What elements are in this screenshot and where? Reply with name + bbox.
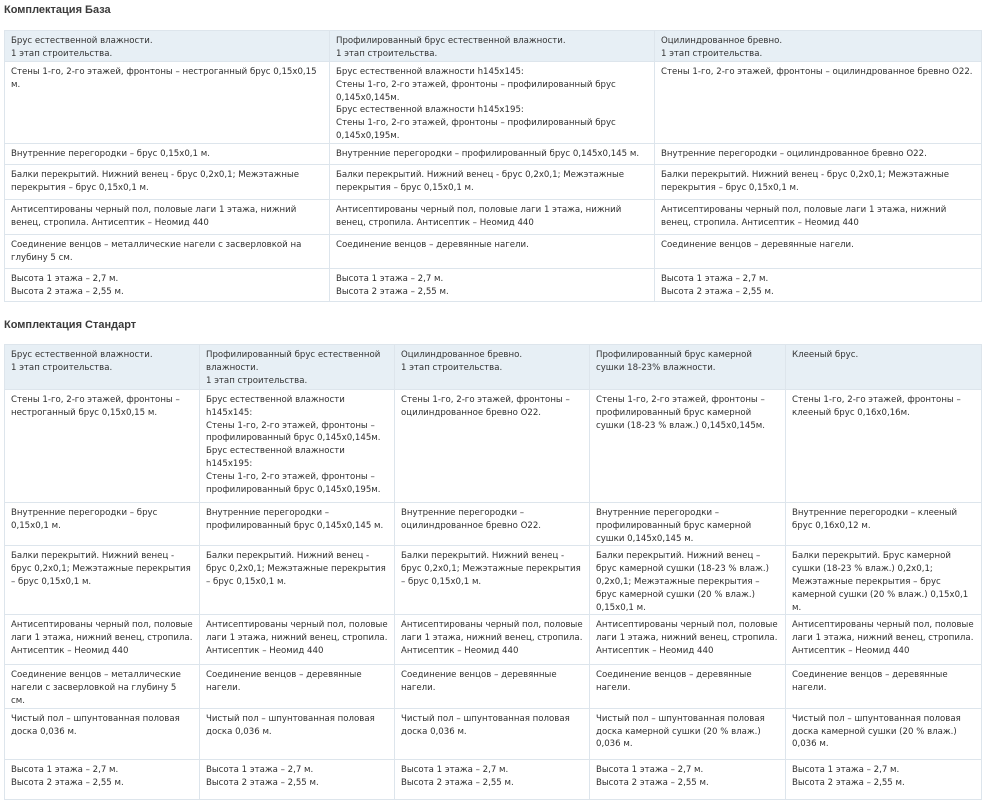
table-cell <box>5 143 330 164</box>
cell-line: Балки перекрытий. Нижний венец - брус 0,2х0,1; Межэтажные перекрытия – брус 0,15х0,1 м. <box>11 169 300 193</box>
column-header <box>200 345 395 390</box>
table-cell <box>786 503 982 546</box>
table-row <box>5 708 982 759</box>
cell-line: Брус естественной влажности h145х145: <box>206 395 345 418</box>
cell-line: Чистый пол – шпунтованная половая доска камерной сушки (20 % влаж.) 0,036 м. <box>596 713 765 750</box>
cell-line: Высота 1 этажа – 2,7 м. <box>401 764 509 775</box>
cell-line: Соединение венцов – деревянные нагели. <box>336 239 529 250</box>
table-row <box>5 164 982 199</box>
table-header <box>5 31 982 62</box>
cell-line: Стены 1-го, 2-го этажей, фронтоны – оцилиндрованное бревно О22. <box>401 395 570 418</box>
cell-line: Соединение венцов – деревянные нагели. <box>401 670 557 694</box>
table-cell <box>786 665 982 708</box>
cell-line: Брус естественной влажности h145х145: <box>336 67 524 77</box>
cell-line: Внутренние перегородки – профилированный брус 0,145х0,145 м. <box>336 148 640 159</box>
section-title-standart: Комплектация Стандарт <box>4 319 137 331</box>
cell-line: Чистый пол – шпунтованная половая доска 0,036 м. <box>401 713 570 737</box>
table-cell <box>655 234 982 268</box>
table-header <box>5 345 982 390</box>
cell-line: Внутренние перегородки – профилированный брус камерной сушки 0,145х0,145 м. <box>596 508 752 544</box>
table-cell <box>786 759 982 799</box>
table-cell <box>5 759 200 799</box>
table-body <box>5 62 982 302</box>
table-row <box>5 503 982 546</box>
cell-line: Соединение венцов – деревянные нагели. <box>206 670 362 694</box>
cell-line: Брус естественной влажности. <box>11 350 153 360</box>
cell-line: Высота 2 этажа – 2,55 м. <box>401 777 514 788</box>
table-cell <box>786 708 982 759</box>
table-cell <box>200 503 395 546</box>
column-header <box>590 345 786 390</box>
cell-line: Чистый пол – шпунтованная половая доска камерной сушки (20 % влаж.) 0,036 м. <box>792 713 961 750</box>
cell-line: Высота 1 этажа – 2,7 м. <box>11 764 119 775</box>
table-cell <box>395 546 590 615</box>
cell-line: Стены 1-го, 2-го этажей, фронтоны – нестроганный брус 0,15х0,15 м. <box>11 395 180 418</box>
column-header <box>655 31 982 62</box>
cell-line: Антисептированы черный пол, половые лаги 1 этажа, нижний венец, стропила. Антисептик – Неомид 440 <box>661 204 947 228</box>
table-row <box>5 199 982 234</box>
table-cell <box>5 268 330 301</box>
cell-line: Внутренние перегородки – оцилиндрованное бревно О22. <box>401 508 542 531</box>
table-baza <box>4 30 982 302</box>
cell-line: Высота 1 этажа – 2,7 м. <box>792 764 900 775</box>
table-cell <box>590 390 786 503</box>
table-cell <box>395 665 590 708</box>
table-cell <box>5 615 200 665</box>
cell-line: Чистый пол – шпунтованная половая доска 0,036 м. <box>11 713 180 737</box>
cell-line: Высота 1 этажа – 2,7 м. <box>596 764 704 775</box>
table-cell <box>5 199 330 234</box>
table-cell <box>590 759 786 799</box>
cell-line: Балки перекрытий. Нижний венец - брус 0,2х0,1; Межэтажные перекрытия – брус 0,15х0,1 м. <box>336 169 625 193</box>
table-cell <box>786 546 982 615</box>
cell-line: Высота 2 этажа – 2,55 м. <box>206 777 319 788</box>
cell-line: 1 этап строительства. <box>206 375 308 386</box>
cell-line: Соединение венцов – деревянные нагели. <box>661 239 854 250</box>
cell-line: Антисептированы черный пол, половые лаги 1 этажа, нижний венец, стропила. Антисептик – Неомид 440 <box>11 204 297 228</box>
cell-line: Балки перекрытий. Нижний венец - брус 0,2х0,1; Межэтажные перекрытия – брус 0,15х0,1 м. <box>401 551 581 587</box>
table-cell <box>5 234 330 268</box>
cell-line: Профилированный брус естественной влажности. <box>336 36 566 46</box>
cell-line: 1 этап строительства. <box>11 48 113 59</box>
table-cell <box>330 199 655 234</box>
table-cell <box>655 268 982 301</box>
cell-line: Антисептированы черный пол, половые лаги 1 этажа, нижний венец, стропила. Антисептик – Неомид 440 <box>792 620 974 656</box>
table-cell <box>330 62 655 144</box>
cell-line: Оцилиндрованное бревно. <box>661 36 783 46</box>
cell-line: Высота 1 этажа – 2,7 м. <box>661 273 769 284</box>
table-cell <box>395 615 590 665</box>
cell-line: Чистый пол – шпунтованная половая доска 0,036 м. <box>206 713 375 737</box>
column-header <box>5 31 330 62</box>
table-cell <box>330 164 655 199</box>
table-row <box>5 62 982 144</box>
table-cell <box>786 390 982 503</box>
table-cell <box>5 503 200 546</box>
cell-line: Внутренние перегородки – профилированный брус 0,145х0,145 м. <box>206 508 384 531</box>
table-row <box>5 268 982 301</box>
cell-line: Балки перекрытий. Нижний венец – брус камерной сушки (18-23 % влаж.) 0,2х0,1; Межэтажные перекрытия – брус камерной сушки (20 % влаж.) 0,15х0,1 м. <box>596 551 769 613</box>
table-row <box>5 234 982 268</box>
cell-line: Оцилиндрованное бревно. <box>401 350 523 360</box>
cell-line: Соединение венцов – металлические нагели с засверловкой на глубину 5 см. <box>11 239 302 263</box>
cell-line: Соединение венцов – деревянные нагели. <box>792 670 948 694</box>
cell-line: Стены 1-го, 2-го этажей, фронтоны – нестроганный брус 0,15х0,15 м. <box>11 67 317 90</box>
table-standart <box>4 344 982 800</box>
table-cell <box>655 199 982 234</box>
table-cell <box>655 143 982 164</box>
table-cell <box>200 390 395 503</box>
table-cell <box>200 665 395 708</box>
cell-line: Высота 2 этажа – 2,55 м. <box>596 777 709 788</box>
section-title-baza: Комплектация База <box>4 4 111 16</box>
table-cell <box>590 546 786 615</box>
cell-line: 1 этап строительства. <box>661 48 763 59</box>
table-cell <box>200 546 395 615</box>
cell-line: Внутренние перегородки – брус 0,15х0,1 м. <box>11 508 158 531</box>
table-row <box>5 665 982 708</box>
cell-line: Высота 2 этажа – 2,55 м. <box>661 286 774 297</box>
cell-line: Внутренние перегородки – клееный брус 0,16х0,12 м. <box>792 508 958 531</box>
cell-line: Стены 1-го, 2-го этажей, фронтоны – профилированный брус 0,145х0,195м. <box>206 471 381 495</box>
cell-line: Антисептированы черный пол, половые лаги 1 этажа, нижний венец, стропила. Антисептик – Неомид 440 <box>11 620 193 656</box>
table-cell <box>5 164 330 199</box>
table-cell <box>590 665 786 708</box>
cell-line: Внутренние перегородки – оцилиндрованное бревно О22. <box>661 148 927 159</box>
table-cell <box>5 708 200 759</box>
cell-line: Стены 1-го, 2-го этажей, фронтоны – профилированный брус 0,145х0,145м. <box>336 79 616 103</box>
cell-line: Антисептированы черный пол, половые лаги 1 этажа, нижний венец, стропила. Антисептик – Неомид 440 <box>401 620 583 656</box>
table-cell <box>330 143 655 164</box>
column-header <box>786 345 982 390</box>
column-header <box>330 31 655 62</box>
column-header <box>5 345 200 390</box>
table-row <box>5 615 982 665</box>
cell-line: Стены 1-го, 2-го этажей, фронтоны – профилированный брус камерной сушки (18-23 % влаж.) 0,145х0,145м. <box>596 395 766 431</box>
cell-line: Брус естественной влажности h145х195: <box>206 446 345 469</box>
cell-line: Высота 1 этажа – 2,7 м. <box>11 273 119 284</box>
cell-line: Соединение венцов – деревянные нагели. <box>596 670 752 694</box>
table-cell <box>655 62 982 144</box>
cell-line: Высота 2 этажа – 2,55 м. <box>336 286 449 297</box>
cell-line: Антисептированы черный пол, половые лаги 1 этажа, нижний венец, стропила. Антисептик – Неомид 440 <box>596 620 778 656</box>
cell-line: Клееный брус. <box>792 350 859 360</box>
cell-line: Стены 1-го, 2-го этажей, фронтоны – клееный брус 0,16х0,16м. <box>792 395 961 418</box>
cell-line: Профилированный брус естественной влажности. <box>206 350 381 373</box>
cell-line: Профилированный брус камерной сушки 18-23% влажности. <box>596 350 753 373</box>
table-row <box>5 390 982 503</box>
cell-line: Антисептированы черный пол, половые лаги 1 этажа, нижний венец, стропила. Антисептик – Неомид 440 <box>206 620 388 656</box>
table-cell <box>5 546 200 615</box>
table-cell <box>200 759 395 799</box>
table-cell <box>330 234 655 268</box>
table-cell <box>330 268 655 301</box>
cell-line: Внутренние перегородки – брус 0,15х0,1 м. <box>11 148 210 159</box>
table-cell <box>786 615 982 665</box>
table-cell <box>200 615 395 665</box>
cell-line: Высота 2 этажа – 2,55 м. <box>11 777 124 788</box>
table-cell <box>200 708 395 759</box>
cell-line: Балки перекрытий. Нижний венец - брус 0,2х0,1; Межэтажные перекрытия – брус 0,15х0,1 м. <box>661 169 950 193</box>
table-cell <box>5 390 200 503</box>
header-row <box>5 345 982 390</box>
cell-line: Высота 1 этажа – 2,7 м. <box>206 764 314 775</box>
cell-line: Высота 2 этажа – 2,55 м. <box>792 777 905 788</box>
table-cell <box>395 503 590 546</box>
table-body <box>5 390 982 800</box>
cell-line: Стены 1-го, 2-го этажей, фронтоны – профилированный брус 0,145х0,195м. <box>336 118 616 141</box>
cell-line: Стены 1-го, 2-го этажей, фронтоны – профилированный брус 0,145х0,145м. <box>206 420 381 444</box>
cell-line: 1 этап строительства. <box>401 362 503 373</box>
cell-line: Брус естественной влажности h145х195: <box>336 105 524 116</box>
cell-line: Высота 1 этажа – 2,7 м. <box>336 273 444 284</box>
cell-line: Брус естественной влажности. <box>11 36 153 46</box>
cell-line: Балки перекрытий. Нижний венец - брус 0,2х0,1; Межэтажные перекрытия – брус 0,15х0,1 м. <box>11 551 191 587</box>
cell-line: 1 этап строительства. <box>11 362 113 373</box>
table-cell <box>590 615 786 665</box>
column-header <box>395 345 590 390</box>
table-row <box>5 546 982 615</box>
table-cell <box>590 503 786 546</box>
cell-line: Высота 2 этажа – 2,55 м. <box>11 286 124 297</box>
cell-line: Соединение венцов – металлические нагели с засверловкой на глубину 5 см. <box>11 670 181 706</box>
table-row <box>5 759 982 799</box>
header-row <box>5 31 982 62</box>
table-cell <box>5 62 330 144</box>
cell-line: Балки перекрытий. Брус камерной сушки (18-23 % влаж.) 0,2х0,1; Межэтажные перекрытия – брус камерной сушки (20 % влаж.) 0,15х0,1 м. <box>792 551 969 613</box>
cell-line: Антисептированы черный пол, половые лаги 1 этажа, нижний венец, стропила. Антисептик – Неомид 440 <box>336 204 622 228</box>
table-cell <box>590 708 786 759</box>
cell-line: Стены 1-го, 2-го этажей, фронтоны – оцилиндрованное бревно О22. <box>661 67 973 77</box>
table-cell <box>5 665 200 708</box>
table-cell <box>655 164 982 199</box>
cell-line: Балки перекрытий. Нижний венец - брус 0,2х0,1; Межэтажные перекрытия – брус 0,15х0,1 м. <box>206 551 386 587</box>
table-cell <box>395 708 590 759</box>
table-cell <box>395 759 590 799</box>
table-row <box>5 143 982 164</box>
table-cell <box>395 390 590 503</box>
cell-line: 1 этап строительства. <box>336 48 438 59</box>
